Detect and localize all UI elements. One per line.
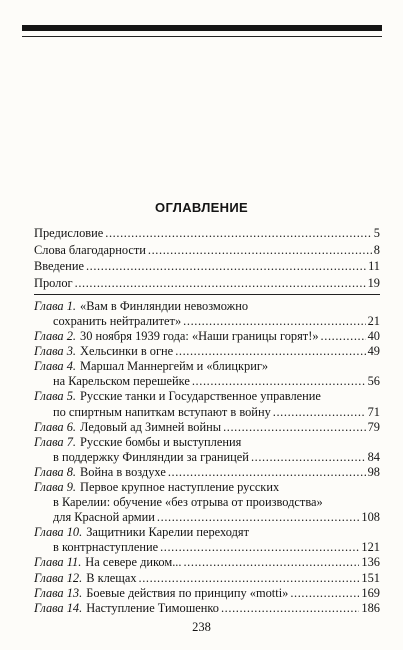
page-ref: 21 bbox=[367, 313, 380, 328]
toc-entry bbox=[34, 259, 380, 274]
entry-title: на Карельском перешейке bbox=[53, 374, 190, 389]
toc-entry bbox=[34, 586, 380, 601]
entry-title: На севере диком... bbox=[85, 555, 182, 570]
chapter-label: Глава 10. bbox=[34, 525, 83, 540]
page-ref: 84 bbox=[367, 449, 380, 464]
section-divider bbox=[34, 294, 380, 295]
toc-entry bbox=[34, 359, 380, 389]
dot-leader bbox=[168, 465, 366, 480]
entry-title: в поддержку Финляндии за границей bbox=[53, 449, 249, 464]
toc-entry bbox=[34, 571, 380, 586]
dot-leader bbox=[160, 540, 359, 555]
toc-line bbox=[34, 480, 380, 495]
toc-entry bbox=[34, 329, 380, 344]
toc-entry bbox=[34, 525, 380, 555]
entry-title: сохранить нейтралитет» bbox=[53, 313, 182, 328]
toc-line bbox=[34, 314, 380, 329]
entry-title: Защитники Карелии переходят bbox=[86, 525, 250, 540]
toc-line bbox=[34, 540, 380, 555]
toc-entry bbox=[34, 601, 380, 616]
toc-line bbox=[34, 510, 380, 525]
chapter-label: Глава 12. bbox=[34, 570, 83, 585]
page-ref: 108 bbox=[361, 510, 380, 525]
page-ref: 49 bbox=[367, 344, 380, 359]
toc-line bbox=[34, 450, 380, 465]
page-ref: 151 bbox=[361, 570, 380, 585]
toc-entry bbox=[34, 480, 380, 525]
table-of-contents bbox=[34, 226, 380, 616]
dot-leader bbox=[157, 510, 359, 525]
entry-title: в контрнаступление bbox=[53, 540, 159, 555]
chapter-label: Глава 4. bbox=[34, 359, 77, 374]
toc-entry bbox=[34, 226, 380, 241]
entry-title: Война в воздухе bbox=[80, 464, 166, 479]
chapter-label: Глава 7. bbox=[34, 434, 77, 449]
entry-title: Ледовый ад Зимней войны bbox=[80, 419, 222, 434]
page-ref: 136 bbox=[361, 555, 380, 570]
toc-line bbox=[34, 420, 380, 435]
toc-entry bbox=[34, 420, 380, 435]
page-ref: 98 bbox=[367, 464, 380, 479]
page-ref: 186 bbox=[361, 600, 380, 615]
entry-title: Предисловие bbox=[34, 226, 104, 240]
dot-leader bbox=[183, 555, 359, 570]
chapter-label: Глава 6. bbox=[34, 419, 77, 434]
page-ref: 19 bbox=[367, 275, 380, 290]
dot-leader bbox=[221, 601, 359, 616]
entry-title: «Вам в Финляндии невозможно bbox=[80, 298, 249, 313]
entry-title: 30 ноября 1939 года: «Наши границы горят!» bbox=[80, 329, 319, 344]
toc-entry bbox=[34, 299, 380, 329]
dot-leader bbox=[251, 450, 366, 465]
chapter-label: Глава 5. bbox=[34, 389, 77, 404]
dot-leader bbox=[75, 276, 366, 291]
toc-entry bbox=[34, 555, 380, 570]
toc-line bbox=[34, 435, 380, 450]
entry-title: Введение bbox=[34, 259, 84, 274]
dot-leader bbox=[86, 259, 366, 274]
toc-line bbox=[34, 571, 380, 586]
chapter-label: Глава 3. bbox=[34, 344, 77, 359]
entry-title: Маршал Маннергейм и «блицкриг» bbox=[80, 359, 269, 374]
toc-entry bbox=[34, 276, 380, 291]
toc-line bbox=[34, 586, 380, 601]
chapter-label: Глава 1. bbox=[34, 298, 77, 313]
chapter-label: Глава 9. bbox=[34, 480, 77, 494]
header-rule-thick bbox=[22, 25, 382, 31]
page-ref: 11 bbox=[368, 259, 380, 274]
page-ref: 56 bbox=[367, 374, 380, 389]
dot-leader bbox=[175, 344, 365, 359]
entry-title: в Карелии: обучение «без отрыва от производства» bbox=[53, 495, 323, 510]
chapter-label: Глава 13. bbox=[34, 585, 83, 600]
toc-line bbox=[34, 525, 380, 540]
toc-line bbox=[34, 405, 380, 420]
chapter-label: Глава 2. bbox=[34, 329, 77, 344]
entry-title: Хельсинки в огне bbox=[80, 344, 174, 359]
page-ref: 121 bbox=[361, 540, 380, 555]
dot-leader bbox=[139, 571, 360, 586]
page-ref: 79 bbox=[367, 419, 380, 434]
toc-line bbox=[34, 243, 380, 258]
toc-line bbox=[34, 329, 380, 344]
entry-title: Боевые действия по принципу «motti» bbox=[86, 585, 289, 600]
toc-line bbox=[34, 344, 380, 359]
page-ref: 71 bbox=[367, 404, 380, 419]
chapter-label: Глава 11. bbox=[34, 555, 82, 570]
toc-heading: ОГЛАВЛЕНИЕ bbox=[155, 200, 248, 215]
page-ref: 40 bbox=[367, 329, 380, 344]
dot-leader bbox=[192, 374, 366, 389]
page-ref: 8 bbox=[373, 242, 380, 257]
dot-leader bbox=[148, 243, 372, 258]
dot-leader bbox=[321, 329, 366, 344]
dot-leader bbox=[273, 405, 366, 420]
toc-line bbox=[34, 226, 380, 241]
entry-title: по спиртным напиткам вступают в войну bbox=[53, 404, 271, 419]
entry-title: для Красной армии bbox=[53, 510, 155, 525]
dot-leader bbox=[183, 314, 365, 329]
toc-line bbox=[34, 299, 380, 314]
toc-line bbox=[34, 601, 380, 616]
toc-entry bbox=[34, 389, 380, 419]
toc-line bbox=[34, 555, 380, 570]
entry-title: Наступление Тимошенко bbox=[86, 600, 219, 615]
toc-line bbox=[34, 465, 380, 480]
entry-title: Русские танки и Государственное управление bbox=[80, 389, 321, 404]
toc-entry bbox=[34, 243, 380, 258]
toc-entry bbox=[34, 465, 380, 480]
toc-line bbox=[34, 389, 380, 404]
page-ref: 5 bbox=[373, 226, 380, 240]
toc-line bbox=[34, 495, 380, 510]
dot-leader bbox=[223, 420, 366, 435]
chapter-label: Глава 14. bbox=[34, 600, 83, 615]
chapter-label: Глава 8. bbox=[34, 464, 77, 479]
entry-title: Первое крупное наступление русских bbox=[80, 480, 280, 494]
header-rule-thin bbox=[22, 36, 382, 37]
entry-title: Пролог bbox=[34, 275, 73, 290]
toc-line bbox=[34, 374, 380, 389]
toc-line bbox=[34, 359, 380, 374]
page-ref: 169 bbox=[361, 585, 380, 600]
toc-line bbox=[34, 276, 380, 291]
dot-leader bbox=[290, 586, 359, 601]
entry-title: В клещах bbox=[86, 570, 137, 585]
page-number: 238 bbox=[192, 620, 211, 634]
entry-title: Русские бомбы и выступления bbox=[80, 434, 242, 449]
dot-leader bbox=[105, 226, 372, 241]
toc-line bbox=[34, 259, 380, 274]
toc-entry bbox=[34, 344, 380, 359]
toc-entry bbox=[34, 435, 380, 465]
entry-title: Слова благодарности bbox=[34, 242, 146, 257]
